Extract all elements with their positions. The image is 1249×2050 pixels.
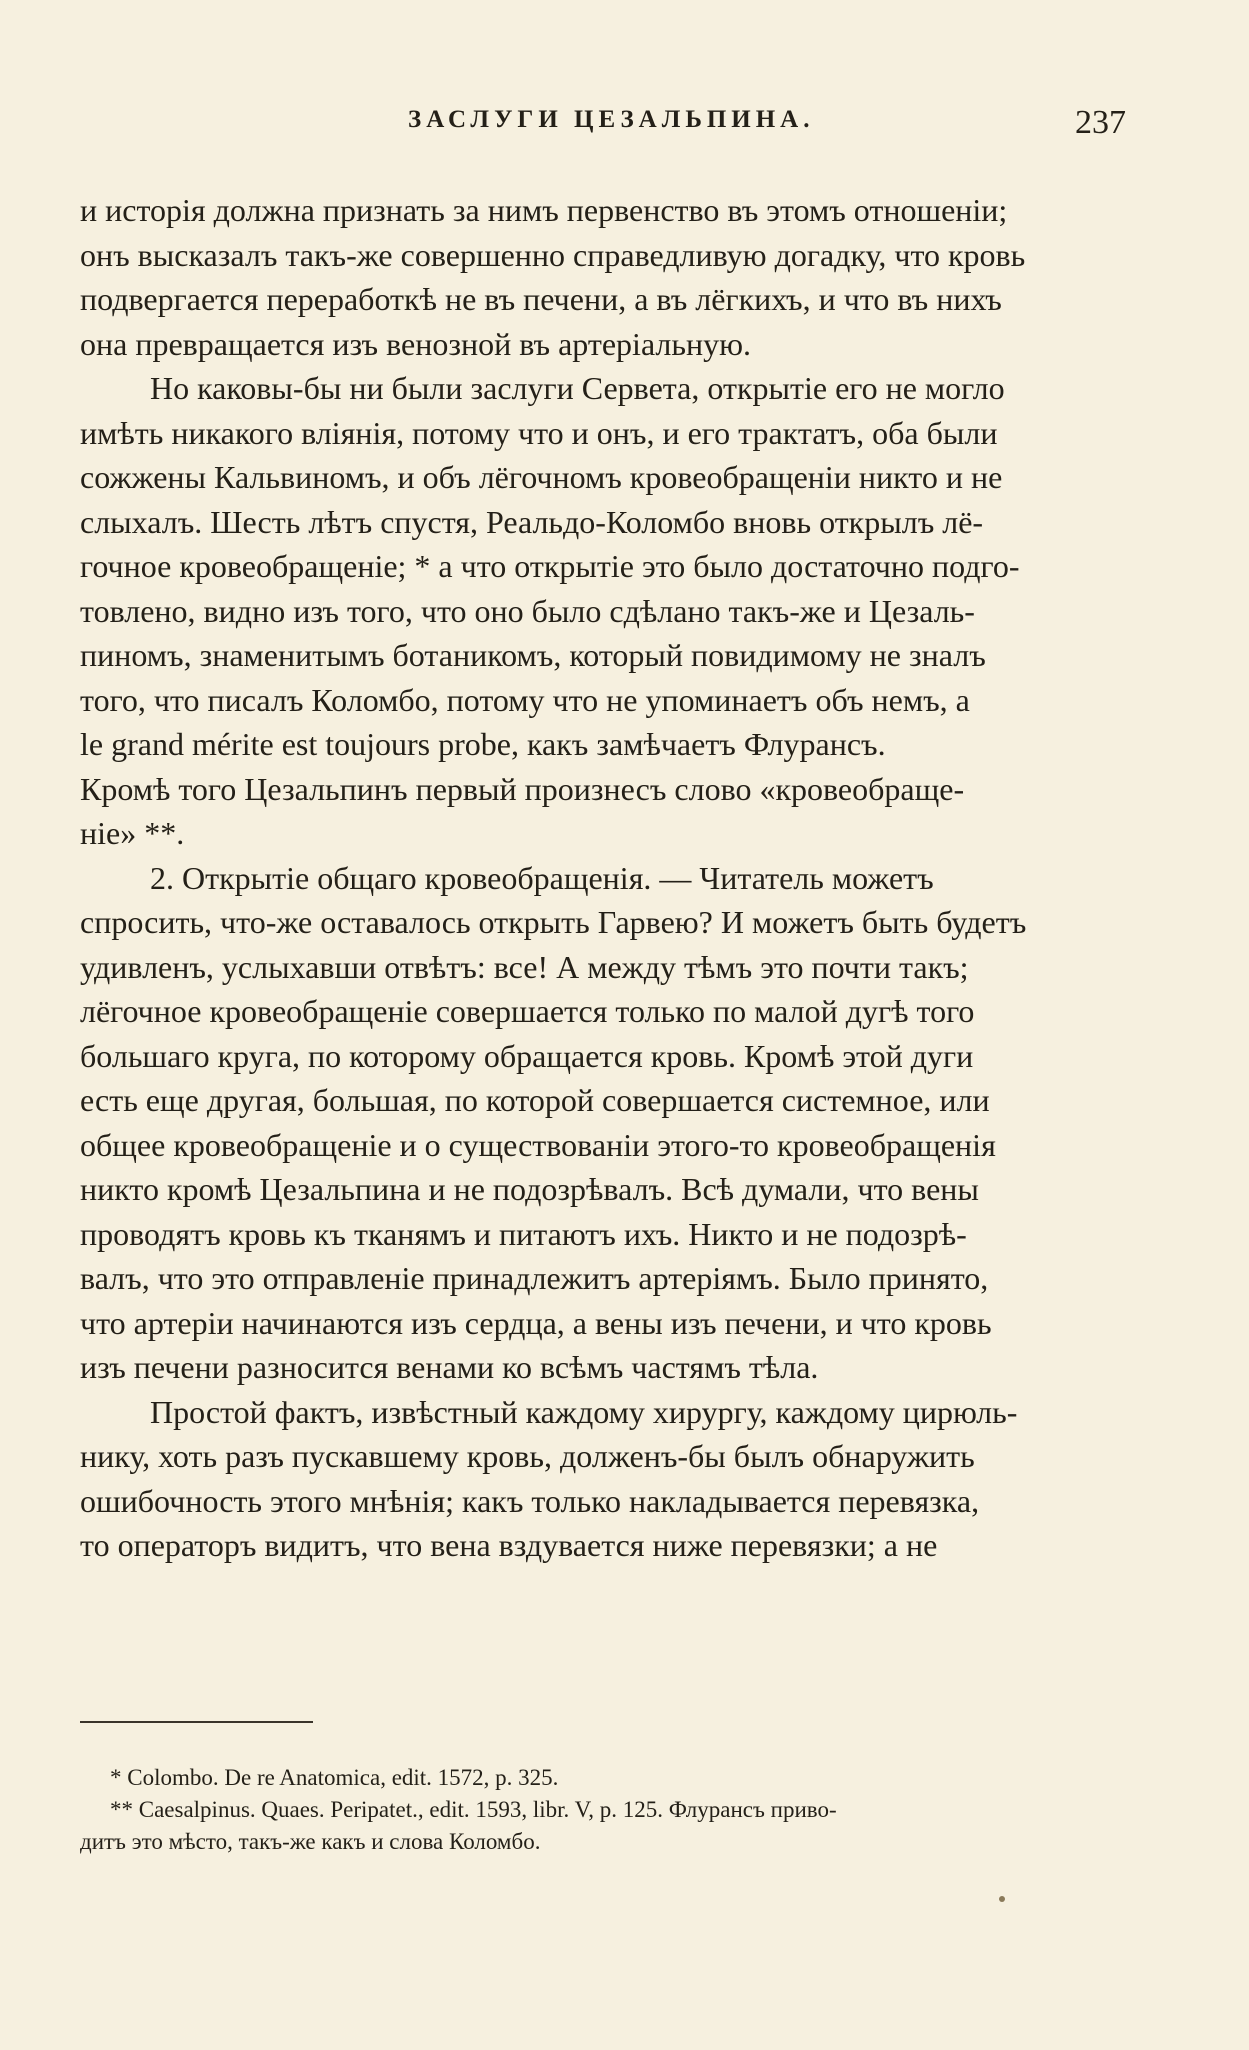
text-line: подвергается переработкѣ не въ печени, а въ лёгкихъ, и что въ нихъ [80,281,1002,317]
text-line: онъ высказалъ такъ-же совершенно справедливую догадку, что кровь [80,236,1026,273]
text-line: гочное кровеобращеніе; * а что открытіе это было достаточно подго- [80,548,1020,584]
text-line: никто кромѣ Цезальпина и не подозрѣвалъ. Всѣ думали, что вены [80,1171,979,1207]
footnote: ** Caesalpinus. Quaes. Peripatet., edit. 1593, libr. V, p. 125. Флурансъ приво- [110,1797,837,1822]
text-line: валъ, что это отправленіе принадлежитъ артеріямъ. Было принято, [80,1260,989,1296]
text-line: слыхалъ. Шесть лѣтъ спустя, Реальдо-Коломбо вновь открылъ лё- [80,503,984,540]
text-line: Кромѣ того Цезальпинъ первый произнесъ слово «кровеобраще- [80,770,965,807]
text-line: то операторъ видитъ, что вена вздувается ниже перевязки; а не [80,1527,938,1563]
text-line: пиномъ, знаменитымъ ботаникомъ, который повидимому не зналъ [80,637,986,673]
footnotes [80,1762,1160,1858]
text-line: есть еще другая, большая, по которой совершается системное, или [80,1082,990,1118]
running-head: ЗАСЛУГИ ЦЕЗАЛЬПИНА. [408,106,815,133]
text-line: она превращается изъ венозной въ артеріальную. [80,325,752,362]
page-number: 237 [1075,104,1126,141]
text-line: проводятъ кровь къ тканямъ и питаютъ ихъ. Никто и не подозрѣ- [80,1215,967,1252]
text-line: le grand mérite est toujours probe, какъ замѣчаетъ Флурансъ. [80,726,886,762]
body-text [80,188,1150,1568]
text-line: и исторія должна признать за нимъ первенство въ этомъ отношеніи; [80,192,1008,228]
text-line: нику, хоть разъ пускавшему кровь, долженъ-бы былъ обнаружить [80,1438,975,1474]
footnote-divider [80,1721,313,1723]
text-line: сожжены Кальвиномъ, и объ лёгочномъ кровеобращеніи никто и не [80,459,1003,495]
text-line: удивленъ, услыхавши отвѣтъ: все! А между тѣмъ это почти такъ; [80,948,969,985]
footnote-continuation: дитъ это мѣсто, такъ-же какъ и слова Коломбо. [80,1829,541,1854]
text-line: того, что писалъ Коломбо, потому что не упоминаетъ объ немъ, а [80,681,970,718]
text-line: ніе» **. [80,815,185,851]
text-line: что артеріи начинаются изъ сердца, а вены изъ печени, и что кровь [80,1304,992,1341]
text-line: имѣть никакого вліянія, потому что и онъ, и его трактатъ, оба были [80,414,998,451]
text-line: большаго круга, по которому обращается кровь. Кромѣ этой дуги [80,1037,974,1074]
paper-speck [999,1896,1005,1902]
footnote: * Colombo. De re Anatomica, edit. 1572, p. 325. [110,1765,559,1790]
text-line: ошибочность этого мнѣнія; какъ только накладывается перевязка, [80,1482,980,1519]
text-line: общее кровеобращеніе и о существованіи этого-то кровеобращенія [80,1126,996,1163]
text-line: спросить, что-же оставалось открыть Гарвею? И можетъ быть будетъ [80,904,1027,940]
text-line: лёгочное кровеобращеніе совершается только по малой дугѣ того [80,993,975,1029]
text-line: товлено, видно изъ того, что оно было сдѣлано такъ-же и Цезаль- [80,592,975,629]
section-heading-line: 2. Открытіе общаго кровеобращенія. — Читатель можетъ [150,859,934,896]
paragraph-start-line: Но каковы-бы ни были заслуги Сервета, открытіе его не могло [150,370,1005,406]
text-line: изъ печени разносится венами ко всѣмъ частямъ тѣла. [80,1349,819,1385]
paragraph-start-line: Простой фактъ, извѣстный каждому хирургу, каждому цирюль- [150,1393,1018,1430]
